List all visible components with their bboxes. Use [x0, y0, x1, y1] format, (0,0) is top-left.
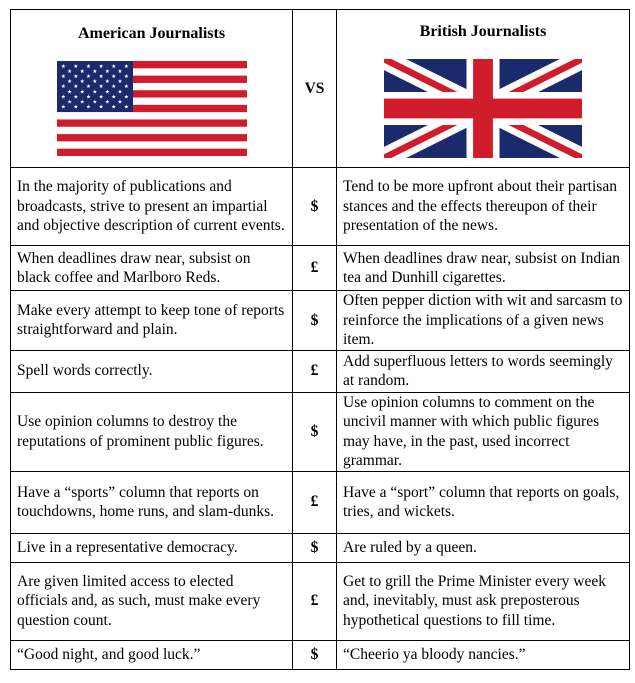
comparison-row: [11, 291, 630, 351]
svg-text:★: ★: [91, 68, 97, 75]
british-trait: Tend to be more upfront about their partisan stances and the effects thereupon of their presentation of the news.: [337, 168, 630, 246]
svg-text:★: ★: [66, 68, 72, 75]
currency-symbol: £: [293, 471, 337, 533]
svg-text:★: ★: [110, 63, 116, 70]
comparison-row: [11, 350, 630, 392]
svg-text:★: ★: [60, 94, 66, 101]
american-trait: Have a “sports” column that reports on touchdowns, home runs, and slam-dunks.: [11, 471, 293, 533]
header-row: [11, 10, 630, 168]
svg-text:★: ★: [123, 83, 129, 90]
british-trait: Are ruled by a queen.: [337, 533, 630, 562]
svg-text:★: ★: [60, 73, 66, 80]
american-trait: When deadlines draw near, subsist on black coffee and Marlboro Reds.: [11, 246, 293, 291]
svg-text:★: ★: [91, 78, 97, 85]
svg-text:★: ★: [117, 99, 122, 106]
vs-label: VS: [304, 79, 325, 97]
svg-text:★: ★: [104, 78, 110, 85]
american-trait: Live in a representative democracy.: [11, 533, 293, 562]
svg-text:★: ★: [79, 78, 85, 85]
american-trait: Spell words correctly.: [11, 350, 293, 392]
american-trait: “Good night, and good luck.”: [11, 640, 293, 669]
svg-text:★: ★: [123, 63, 129, 70]
svg-text:★: ★: [117, 68, 122, 75]
svg-text:★: ★: [79, 89, 85, 96]
svg-text:★: ★: [117, 78, 122, 85]
svg-text:★: ★: [72, 63, 78, 70]
svg-text:★: ★: [98, 73, 104, 80]
american-trait: Are given limited access to elected officials and, as such, must make every question count.: [11, 562, 293, 640]
currency-symbol: £: [293, 246, 337, 291]
svg-text:★: ★: [104, 89, 110, 96]
vs-cell: [293, 10, 337, 168]
svg-text:★: ★: [98, 94, 104, 101]
currency-symbol: $: [293, 640, 337, 669]
svg-text:★: ★: [123, 94, 129, 101]
comparison-row: [11, 562, 630, 640]
svg-text:★: ★: [91, 89, 97, 96]
svg-text:★: ★: [85, 63, 91, 70]
svg-text:★: ★: [79, 68, 85, 75]
currency-symbol: £: [293, 350, 337, 392]
svg-text:★: ★: [85, 94, 91, 101]
currency-symbol: $: [293, 168, 337, 246]
svg-text:★: ★: [72, 73, 78, 80]
comparison-row: [11, 533, 630, 562]
comparison-row: [11, 168, 630, 246]
svg-text:★: ★: [98, 104, 104, 111]
svg-text:★: ★: [110, 104, 116, 111]
american-title: American Journalists: [77, 25, 226, 43]
british-trait: Add superfluous letters to words seemingly at random.: [337, 350, 630, 392]
svg-text:★: ★: [123, 104, 129, 111]
british-header-cell: [337, 10, 630, 168]
american-trait: In the majority of publications and broadcasts, strive to present an impartial and objective description of current events.: [11, 168, 293, 246]
svg-text:★: ★: [72, 94, 78, 101]
svg-text:★: ★: [66, 89, 72, 96]
svg-text:★: ★: [85, 73, 91, 80]
currency-symbol: $: [293, 533, 337, 562]
svg-text:★: ★: [66, 99, 72, 106]
svg-text:★: ★: [66, 78, 72, 85]
svg-text:★: ★: [98, 63, 104, 70]
currency-symbol: $: [293, 392, 337, 471]
svg-text:★: ★: [117, 89, 122, 96]
svg-text:★: ★: [60, 83, 66, 90]
british-trait: “Cheerio ya bloody nancies.”: [337, 640, 630, 669]
american-trait: Use opinion columns to destroy the reputations of prominent public figures.: [11, 392, 293, 471]
american-header-cell: [11, 10, 293, 168]
svg-text:★: ★: [104, 68, 110, 75]
us-flag-icon: [57, 61, 247, 156]
svg-text:★: ★: [72, 83, 78, 90]
currency-symbol: $: [293, 291, 337, 351]
svg-text:★: ★: [104, 99, 110, 106]
currency-symbol: £: [293, 562, 337, 640]
comparison-table: [10, 9, 630, 670]
svg-text:★: ★: [60, 104, 66, 111]
svg-text:★: ★: [98, 83, 104, 90]
british-trait: When deadlines draw near, subsist on Indian tea and Dunhill cigarettes.: [337, 246, 630, 291]
comparison-row: [11, 471, 630, 533]
british-title: British Journalists: [419, 23, 547, 41]
british-trait: Have a “sport” column that reports on goals, tries, and wickets.: [337, 471, 630, 533]
svg-text:★: ★: [60, 63, 66, 70]
svg-text:★: ★: [85, 83, 91, 90]
svg-text:★: ★: [110, 94, 116, 101]
svg-text:★: ★: [91, 99, 97, 106]
british-trait: Get to grill the Prime Minister every week and, inevitably, must ask preposterous hypothetical questions to fill time.: [337, 562, 630, 640]
svg-text:★: ★: [110, 83, 116, 90]
svg-text:★: ★: [85, 104, 91, 111]
svg-text:★: ★: [123, 73, 129, 80]
british-trait: Often pepper diction with wit and sarcasm to reinforce the implications of a given news item.: [337, 291, 630, 351]
svg-text:★: ★: [72, 104, 78, 111]
uk-flag-icon: [384, 59, 582, 158]
svg-text:★: ★: [79, 99, 85, 106]
comparison-row: [11, 640, 630, 669]
comparison-row: [11, 246, 630, 291]
british-trait: Use opinion columns to comment on the uncivil manner with which public figures may have, in the past, used incorrect grammar.: [337, 392, 630, 471]
comparison-row: [11, 392, 630, 471]
american-trait: Make every attempt to keep tone of reports straightforward and plain.: [11, 291, 293, 351]
svg-text:★: ★: [110, 73, 116, 80]
